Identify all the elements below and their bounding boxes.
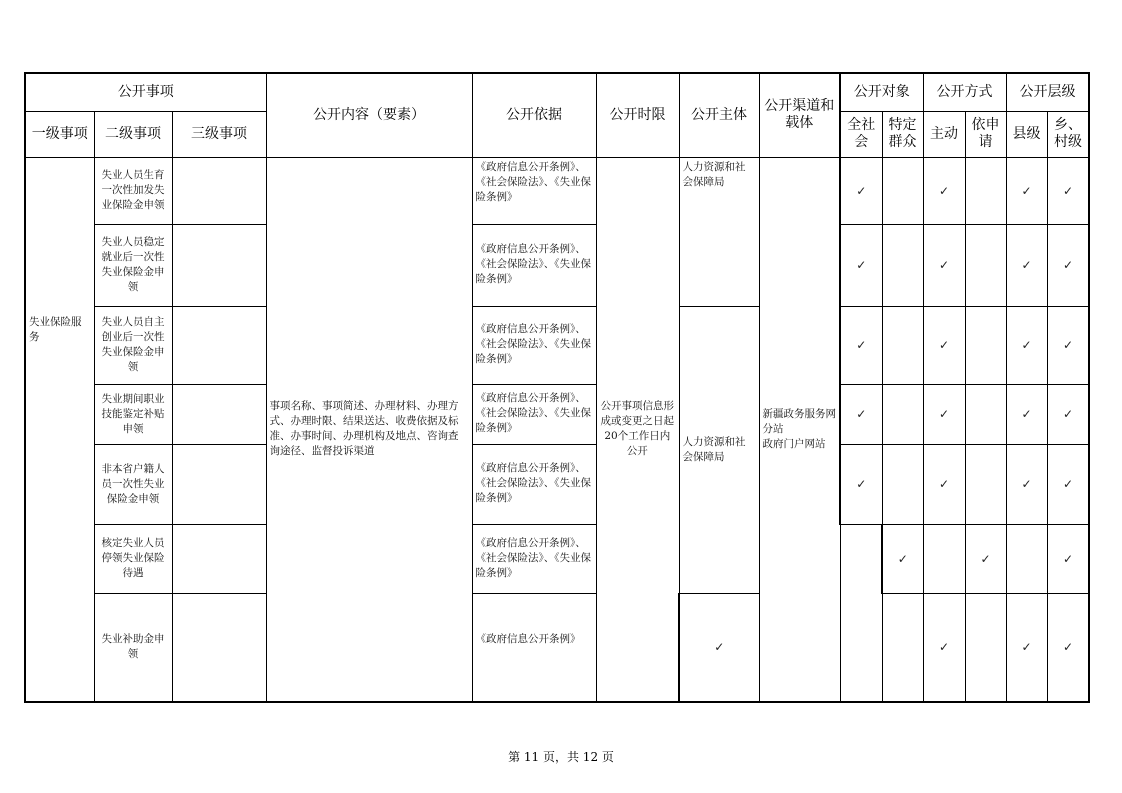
empty-check-cell [882, 384, 923, 444]
check-mark: ✓ [1006, 384, 1047, 444]
check-mark: ✓ [923, 224, 965, 306]
level2-cell: 核定失业人员停领失业保险待遇 [94, 524, 172, 593]
check-mark: ✓ [840, 384, 882, 444]
check-mark: ✓ [1047, 524, 1089, 593]
check-mark: ✓ [1006, 444, 1047, 524]
basis-cell: 《政府信息公开条例》 [472, 593, 596, 702]
check-mark: ✓ [840, 224, 882, 306]
header-level1: 一级事项 [25, 111, 94, 157]
empty-check-cell [923, 524, 965, 593]
empty-check-cell [965, 593, 1006, 702]
level2-cell: 非本省户籍人员一次性失业保险金申领 [94, 444, 172, 524]
header-method: 公开方式 [923, 73, 1006, 111]
header-level-township: 乡、村级 [1047, 111, 1089, 157]
check-mark: ✓ [1006, 157, 1047, 224]
check-mark: ✓ [840, 157, 882, 224]
header-row-1 [25, 73, 1089, 111]
basis-cell: 《政府信息公开条例》、《社会保险法》、《失业保险条例》 [472, 444, 596, 524]
level3-cell [172, 524, 266, 593]
subject-cell: 人力资源和社会保障局 [679, 157, 759, 306]
empty-check-cell [965, 224, 1006, 306]
header-method-request: 依申请 [965, 111, 1006, 157]
check-mark: ✓ [1006, 593, 1047, 702]
page-number: 第 11 页，共 12 页 [508, 750, 614, 764]
empty-check-cell [882, 157, 923, 224]
table-row [25, 306, 1089, 384]
check-mark: ✓ [1006, 306, 1047, 384]
header-method-active: 主动 [923, 111, 965, 157]
header-level: 公开层级 [1006, 73, 1089, 111]
check-mark: ✓ [882, 524, 923, 593]
check-mark: ✓ [1047, 157, 1089, 224]
header-target-specific: 特定群众 [882, 111, 923, 157]
header-level2: 二级事项 [94, 111, 172, 157]
basis-cell: 《政府信息公开条例》、《社会保险法》、《失业保险条例》 [472, 306, 596, 384]
table-row [25, 524, 1089, 593]
disclosure-table [24, 72, 1090, 703]
empty-check-cell [965, 157, 1006, 224]
basis-cell: 《政府信息公开条例》、《社会保险法》、《失业保险条例》 [472, 224, 596, 306]
header-level-county: 县级 [1006, 111, 1047, 157]
check-mark: ✓ [965, 524, 1006, 593]
empty-check-cell [882, 444, 923, 524]
basis-cell: 《政府信息公开条例》、《社会保险法》、《失业保险条例》 [472, 524, 596, 593]
level2-cell: 失业人员自主创业后一次性失业保险金申领 [94, 306, 172, 384]
basis-cell: 《政府信息公开条例》、《社会保险法》、《失业保险条例》 [472, 157, 596, 224]
check-mark: ✓ [1047, 306, 1089, 384]
empty-check-cell [965, 384, 1006, 444]
check-mark: ✓ [923, 593, 965, 702]
check-mark: ✓ [923, 384, 965, 444]
header-time: 公开时限 [596, 73, 679, 157]
table-row [25, 224, 1089, 306]
header-content: 公开内容（要素） [266, 73, 472, 157]
header-subject: 公开主体 [679, 73, 759, 157]
header-item: 公开事项 [25, 73, 266, 111]
header-target: 公开对象 [840, 73, 923, 111]
check-mark: ✓ [840, 306, 882, 384]
empty-check-cell [965, 444, 1006, 524]
check-mark: ✓ [1047, 384, 1089, 444]
subject-empty-cell [840, 524, 882, 702]
check-mark: ✓ [840, 444, 882, 524]
subject-cell: 人力资源和社会保障局 [679, 306, 759, 593]
check-mark: ✓ [923, 306, 965, 384]
level2-cell: 失业人员生育一次性加发失业保险金申领 [94, 157, 172, 224]
level2-cell: 失业补助金申领 [94, 593, 172, 702]
check-mark: ✓ [1047, 593, 1089, 702]
level1-cell: 失业保险服务 [25, 157, 94, 702]
level3-cell [172, 384, 266, 444]
table-row [25, 444, 1089, 524]
check-mark: ✓ [1006, 224, 1047, 306]
empty-check-cell [1006, 524, 1047, 593]
empty-check-cell [882, 593, 923, 702]
header-target-all: 全社会 [840, 111, 882, 157]
check-mark: ✓ [1047, 444, 1089, 524]
level3-cell [172, 157, 266, 224]
check-mark: ✓ [923, 157, 965, 224]
table-row [25, 157, 1089, 224]
table-row [25, 593, 1089, 702]
header-basis: 公开依据 [472, 73, 596, 157]
check-mark: ✓ [679, 593, 759, 702]
level3-cell [172, 306, 266, 384]
empty-check-cell [882, 224, 923, 306]
check-mark: ✓ [1047, 224, 1089, 306]
channel-cell: 新疆政务服务网分站 政府门户网站 [759, 157, 840, 702]
content-cell: 事项名称、事项简述、办理材料、办理方式、办理时限、结果送达、收费依据及标准、办事时间、办理机构及地点、咨询查询途径、监督投诉渠道 [266, 157, 472, 702]
level3-cell [172, 444, 266, 524]
empty-check-cell [882, 306, 923, 384]
empty-check-cell [965, 306, 1006, 384]
check-mark: ✓ [923, 444, 965, 524]
table-row [25, 384, 1089, 444]
level3-cell [172, 593, 266, 702]
header-channel: 公开渠道和载体 [759, 73, 840, 157]
time-cell: 公开事项信息形成或变更之日起20个工作日内公开 [596, 157, 679, 702]
header-level3: 三级事项 [172, 111, 266, 157]
basis-cell: 《政府信息公开条例》、《社会保险法》、《失业保险条例》 [472, 384, 596, 444]
level3-cell [172, 224, 266, 306]
level2-cell: 失业期间职业技能鉴定补贴申领 [94, 384, 172, 444]
level2-cell: 失业人员稳定就业后一次性失业保险金申领 [94, 224, 172, 306]
